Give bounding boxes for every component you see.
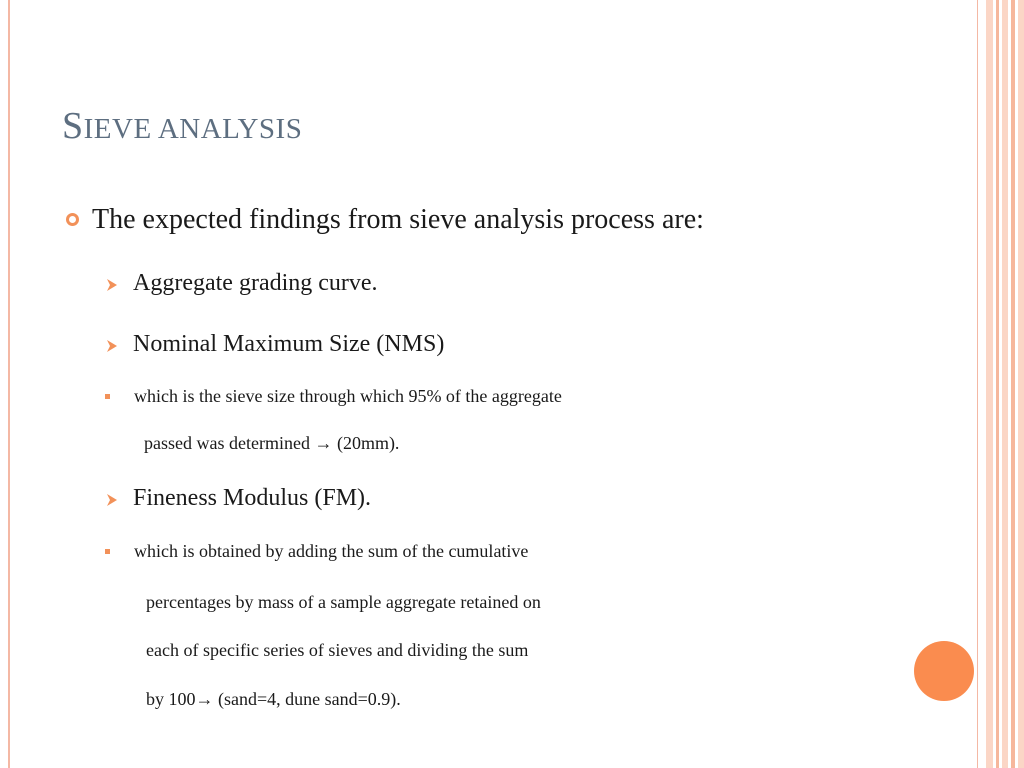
arrow-bullet-icon [106,339,118,353]
ring-bullet-icon [66,213,79,226]
decor-circle [914,641,974,701]
slide-title [62,104,302,148]
title-first-letter: S [62,105,84,147]
right-frame-line [977,0,978,768]
decor-stripe [986,0,993,768]
decor-stripe [1018,0,1024,768]
bullet-text: Fineness Modulus (FM). [133,485,372,511]
bullet-text-continued: percentages by mass of a sample aggregate retained on [146,592,541,612]
bullet-text: The expected findings from sieve analysis process are: [92,204,704,235]
bullet-text: Nominal Maximum Size (NMS) [133,331,445,357]
title-rest: IEVE ANALYSIS [83,113,303,145]
decor-stripe [1011,0,1015,768]
bullet-text: which is the sieve size through which 95% of the aggregate [134,386,562,406]
bullet-text: which is obtained by adding the sum of the cumulative [134,541,529,561]
arrow-bullet-icon [106,493,118,507]
square-bullet-icon [105,394,110,399]
left-frame-line [8,0,10,768]
bullet-text: Aggregate grading curve. [133,270,378,296]
square-bullet-icon [105,549,110,554]
bullet-text-continued: passed was determined → (20mm). [144,433,400,453]
bullet-text-continued: each of specific series of sieves and dividing the sum [146,640,529,660]
decor-stripe [1002,0,1008,768]
decor-stripe [996,0,999,768]
bullet-text-continued: by 100→ (sand=4, dune sand=0.9). [146,689,401,709]
arrow-bullet-icon [106,278,118,292]
